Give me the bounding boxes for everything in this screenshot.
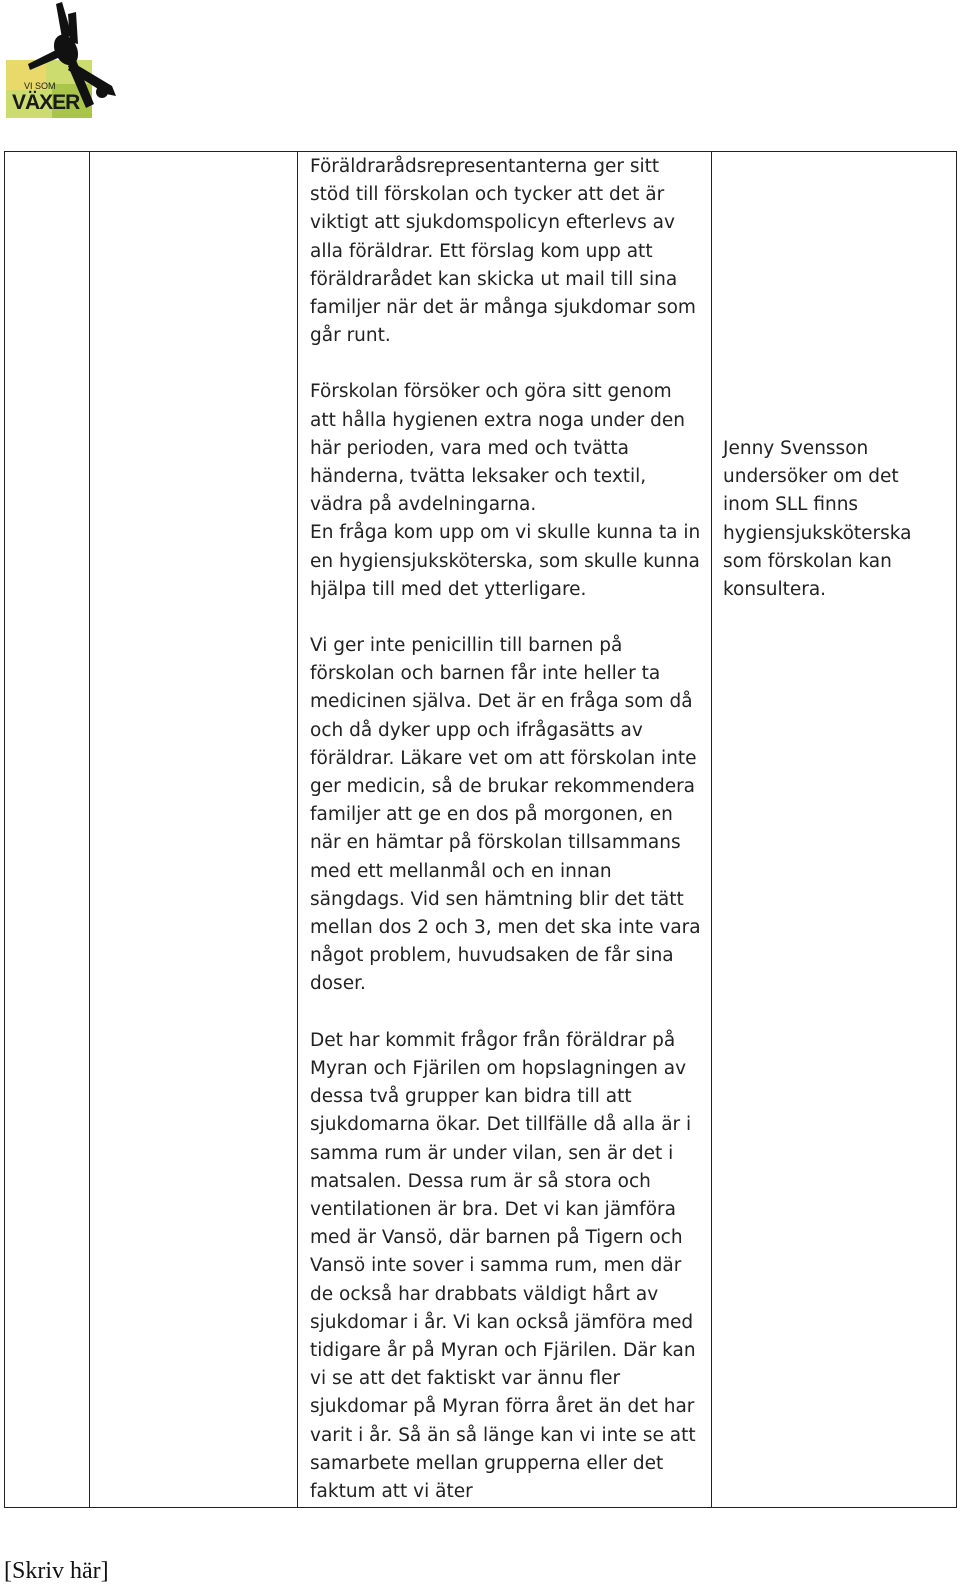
notes-paragraph: En fråga kom upp om vi skulle kunna ta in en hygiensjuksköterska, som skulle kunna hjälpa till med det ytterligare. xyxy=(310,522,701,600)
minutes-table xyxy=(4,151,957,1508)
table-cell-notes xyxy=(298,152,712,1508)
logo-wordmark xyxy=(12,81,80,114)
table-cell-topic xyxy=(90,152,298,1508)
logo-big-text: VÄXER xyxy=(12,91,80,114)
organization-logo xyxy=(2,0,134,122)
table-cell-number xyxy=(5,152,90,1508)
responsible-note: Jenny Svensson undersöker om det inom SLL finns hygiensjuksköterska som förskolan kan konsultera. xyxy=(723,438,912,601)
notes-paragraph: Föräldrarådsrepresentanterna ger sitt stöd till förskolan och tycker att det är viktigt att sjukdomspolicyn efterlevs av alla föräldrar. Ett förslag kom upp att föräldrarådet kan skicka ut mail till sina familjer när det är många sjukdomar som går runt. xyxy=(310,156,696,347)
notes-paragraph: Vi ger inte penicillin till barnen på förskolan och barnen får inte heller ta medicinen själva. Det är en fråga som då och då dyker upp och ifrågasätts av föräldrar. Läkare vet om att förskolan inte ger medicin, så de brukar rekommendera familjer att ge en dos på morgonen, en när en hämtar på förskolan tillsammans med ett mellanmål och en innan sängdags. Vid sen hämtning blir det tätt mellan dos 2 och 3, men det ska inte vara något problem, huvudsaken de får sina doser. xyxy=(310,635,701,995)
table-cell-responsible xyxy=(712,152,957,1508)
logo-small-text: VI SOM xyxy=(24,81,56,91)
footer-placeholder[interactable]: [Skriv här] xyxy=(4,1558,109,1584)
table-row xyxy=(5,152,957,1508)
notes-paragraph: Det har kommit frågor från föräldrar på Myran och Fjärilen om hopslagningen av dessa två grupper kan bidra till att sjukdomarna ökar. Det tillfälle då alla är i samma rum är under vilan, sen är det i matsalen. Dessa rum är så stora och ventilationen är bra. Det vi kan jämföra med är Vansö, där barnen på Tigern och Vansö inte sover i samma rum, men där de också har drabbats väldigt hårt av sjukdomar i år. Vi kan också jämföra med tidigare år på Myran och Fjärilen. Där kan vi se att det faktiskt var ännu fler sjukdomar på Myran förra året än det har varit i år. Så än så länge kan vi inte se att samarbete mellan grupperna eller det faktum att vi äter xyxy=(310,1029,696,1502)
notes-paragraph: Förskolan försöker och göra sitt genom att hålla hygienen extra noga under den här perioden, vara med och tvätta händerna, tvätta leksaker och textil, vädra på avdelningarna. xyxy=(310,381,685,516)
